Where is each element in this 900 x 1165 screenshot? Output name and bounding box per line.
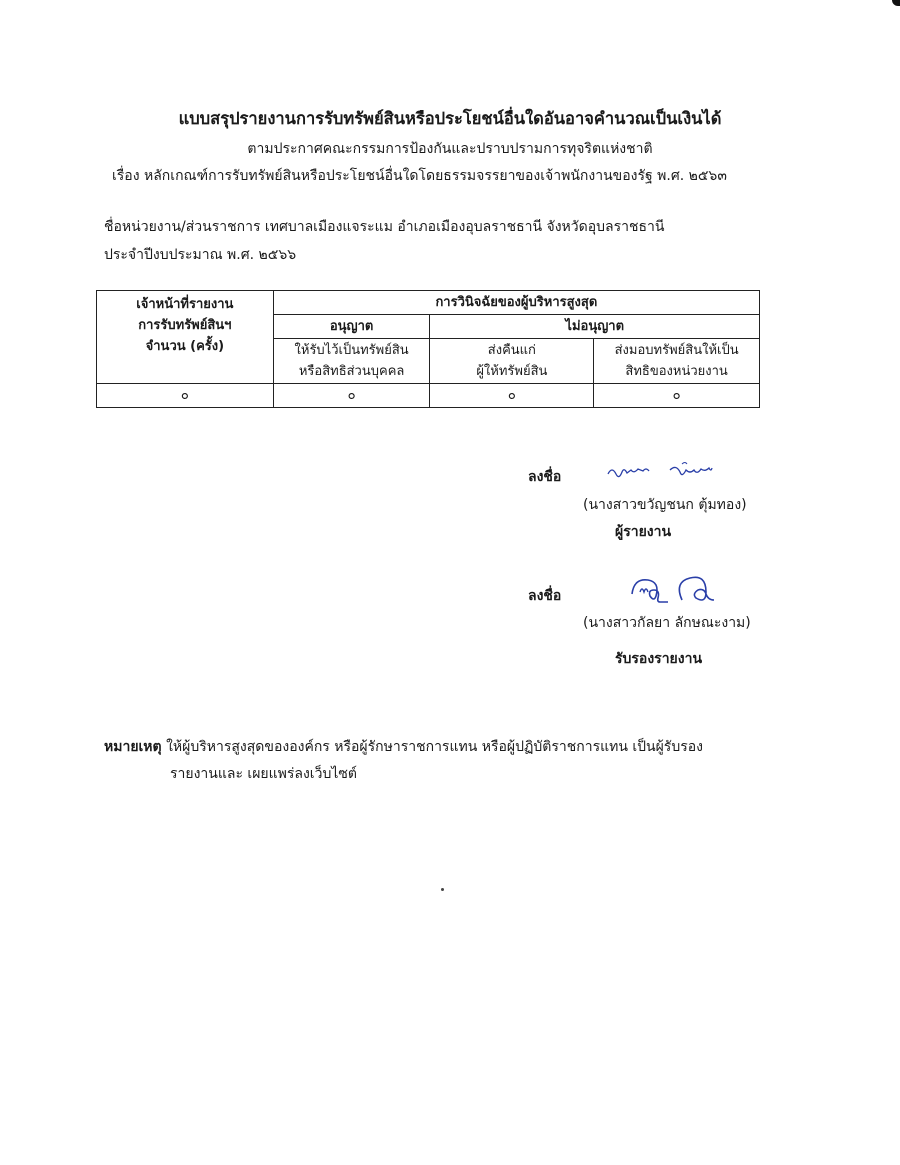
return-to-giver-header: [430, 339, 594, 384]
allow-personal-header: [273, 339, 430, 384]
document-title: แบบสรุปรายงานการรับทรัพย์สินหรือประโยชน์อื่นใดอันอาจคำนวณเป็นเงินได้: [178, 109, 722, 128]
reporter-header-line1: เจ้าหน้าที่รายงาน: [136, 297, 234, 312]
return-line1: ส่งคืนแก่: [487, 343, 536, 358]
summary-table: [96, 290, 760, 408]
reporter-count-value: ๐: [97, 384, 274, 408]
transfer-line1: ส่งมอบทรัพย์สินให้เป็น: [614, 343, 739, 358]
reporter-role: ผู้รายงาน: [615, 524, 672, 540]
handwritten-signature-reporter: [600, 460, 730, 486]
signature-label-reporter: ลงชื่อ: [528, 469, 562, 485]
transfer-to-agency-header: [594, 339, 760, 384]
allow-line2: หรือสิทธิส่วนบุคคล: [298, 364, 405, 379]
approver-name: (นางสาวกัลยา ลักษณะงาม): [583, 615, 751, 631]
decision-header: การวินิจฉัยของผู้บริหารสูงสุด: [273, 291, 759, 315]
document-subtitle-announcement: ตามประกาศคณะกรรมการป้องกันและปราบปรามการทุจริตแห่งชาติ: [247, 141, 653, 157]
transfer-count-value: ๐: [594, 384, 760, 408]
reporter-name: (นางสาวขวัญชนก ตุ้มทอง): [583, 497, 747, 513]
agency-line: ชื่อหน่วยงาน/ส่วนราชการ เทศบาลเมืองแจระแม อำเภอเมืองอุบลราชธานี จังหวัดอุบลราชธานี: [104, 219, 665, 235]
document-subtitle-subject: เรื่อง หลักเกณฑ์การรับทรัพย์สินหรือประโยชน์อื่นใดโดยธรรมจรรยาของเจ้าพนักงานของรัฐ พ.ศ. ๒๕๖๓: [112, 168, 727, 184]
fiscal-year-line: ประจำปีงบประมาณ พ.ศ. ๒๕๖๖: [104, 247, 297, 263]
deny-header: ไม่อนุญาต: [430, 315, 760, 339]
allow-line1: ให้รับไว้เป็นทรัพย์สิน: [294, 343, 409, 358]
transfer-line2: สิทธิของหน่วยงาน: [625, 364, 728, 379]
return-count-value: ๐: [430, 384, 594, 408]
note-text-line1: ให้ผู้บริหารสูงสุดขององค์กร หรือผู้รักษาราชการแทน หรือผู้ปฏิบัติราชการแทน เป็นผู้รับรอง: [166, 739, 703, 755]
note-text-line2: รายงานและ เผยแพร่ลงเว็บไซต์: [170, 766, 357, 782]
note-line: [104, 736, 703, 758]
allow-count-value: ๐: [273, 384, 430, 408]
reporter-header-line3: จำนวน (ครั้ง): [145, 339, 225, 354]
approver-role: รับรองรายงาน: [615, 651, 703, 667]
signature-label-approver: ลงชื่อ: [528, 588, 562, 604]
note-label: หมายเหตุ: [104, 739, 162, 755]
reporter-header-line2: การรับทรัพย์สินฯ: [138, 318, 232, 333]
scan-corner-mark: [892, 0, 900, 6]
allow-header: อนุญาต: [273, 315, 430, 339]
reporter-count-header: [97, 291, 274, 384]
return-line2: ผู้ให้ทรัพย์สิน: [476, 364, 548, 379]
handwritten-signature-approver: [626, 570, 726, 610]
scan-speck: [441, 888, 444, 891]
